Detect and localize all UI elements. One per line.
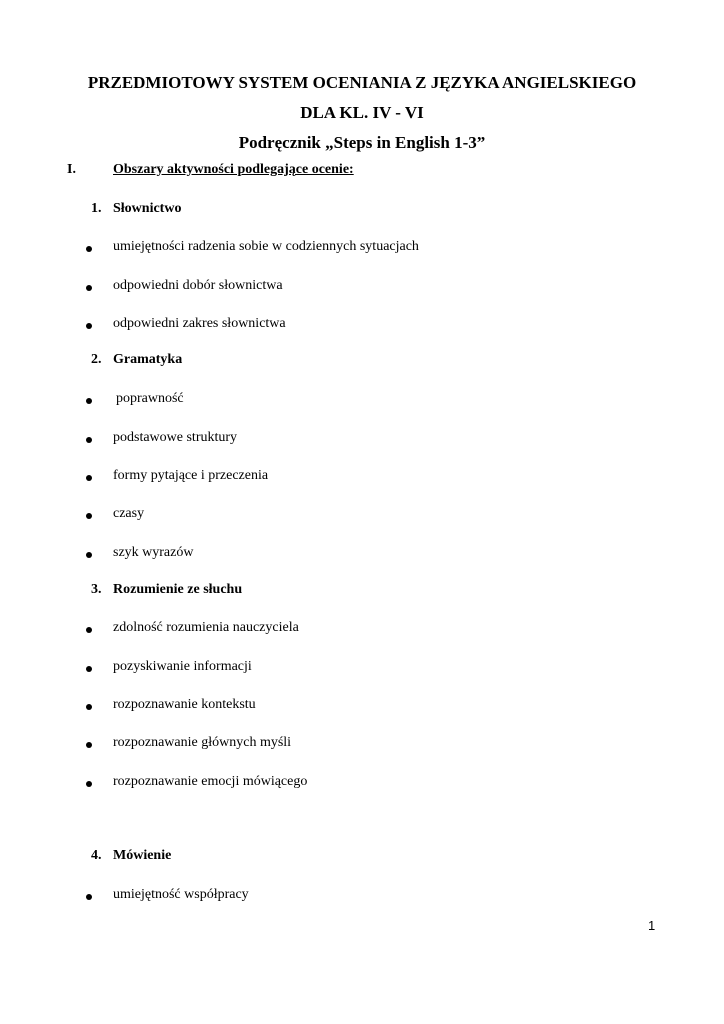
document-subtitle-grades: DLA KL. IV - VI — [300, 103, 424, 122]
list-item-text: poprawność — [116, 391, 184, 406]
list-item — [86, 620, 299, 636]
list-item — [86, 735, 291, 751]
list-item — [86, 239, 419, 255]
list-item-text: odpowiedni dobór słownictwa — [113, 278, 283, 293]
section-title: Obszary aktywności podlegające ocenie: — [113, 162, 354, 177]
list-item-text: umiejętność współpracy — [113, 887, 249, 902]
list-item — [86, 545, 193, 561]
bullet-icon — [86, 437, 92, 443]
list-item-text: umiejętności radzenia sobie w codziennych sytuacjach — [113, 239, 419, 254]
list-item — [86, 391, 184, 407]
list-item — [86, 430, 237, 446]
bullet-icon — [86, 246, 92, 252]
category-heading — [91, 582, 242, 598]
list-item-text: rozpoznawanie głównych myśli — [113, 735, 292, 750]
list-item-text: zdolność rozumienia nauczyciela — [113, 620, 299, 635]
category-heading — [91, 352, 182, 368]
section-number: I. — [67, 162, 76, 177]
list-item — [86, 697, 256, 713]
document-subtitle-textbook: Podręcznik „Steps in English 1-3” — [238, 133, 486, 152]
list-item-text: szyk wyrazów — [113, 545, 194, 560]
category-title: Gramatyka — [113, 352, 183, 367]
list-item-text: formy pytające i przeczenia — [113, 468, 269, 483]
category-title: Mówienie — [113, 848, 172, 863]
list-item-text: rozpoznawanie emocji mówiącego — [113, 774, 308, 789]
category-title: Słownictwo — [113, 201, 182, 216]
list-item-text: czasy — [113, 506, 145, 521]
bullet-icon — [86, 704, 92, 710]
bullet-icon — [86, 552, 92, 558]
category-number: 2. — [91, 352, 102, 367]
list-item-text: odpowiedni zakres słownictwa — [113, 316, 286, 331]
bullet-icon — [86, 475, 92, 481]
document-title: PRZEDMIOTOWY SYSTEM OCENIANIA Z JĘZYKA ANGIELSKIEGO — [87, 73, 637, 92]
category-number: 1. — [91, 201, 102, 216]
section-heading — [67, 162, 354, 178]
bullet-icon — [86, 513, 92, 519]
list-item-text: pozyskiwanie informacji — [113, 659, 252, 674]
bullet-icon — [86, 398, 92, 404]
category-number: 3. — [91, 582, 102, 597]
category-heading — [91, 848, 171, 864]
bullet-icon — [86, 894, 92, 900]
list-item — [86, 659, 252, 675]
list-item-text: podstawowe struktury — [113, 430, 238, 445]
list-item — [86, 468, 268, 484]
bullet-icon — [86, 781, 92, 787]
bullet-icon — [86, 627, 92, 633]
list-item — [86, 887, 249, 903]
bullet-icon — [86, 285, 92, 291]
list-item — [86, 506, 144, 522]
category-heading — [91, 201, 181, 217]
category-number: 4. — [91, 848, 102, 863]
page-number: 1 — [648, 918, 656, 933]
list-item-text: rozpoznawanie kontekstu — [113, 697, 256, 712]
bullet-icon — [86, 666, 92, 672]
list-item — [86, 316, 286, 332]
bullet-icon — [86, 742, 92, 748]
list-item — [86, 774, 307, 790]
list-item — [86, 278, 283, 294]
bullet-icon — [86, 323, 92, 329]
category-title: Rozumienie ze słuchu — [113, 582, 243, 597]
